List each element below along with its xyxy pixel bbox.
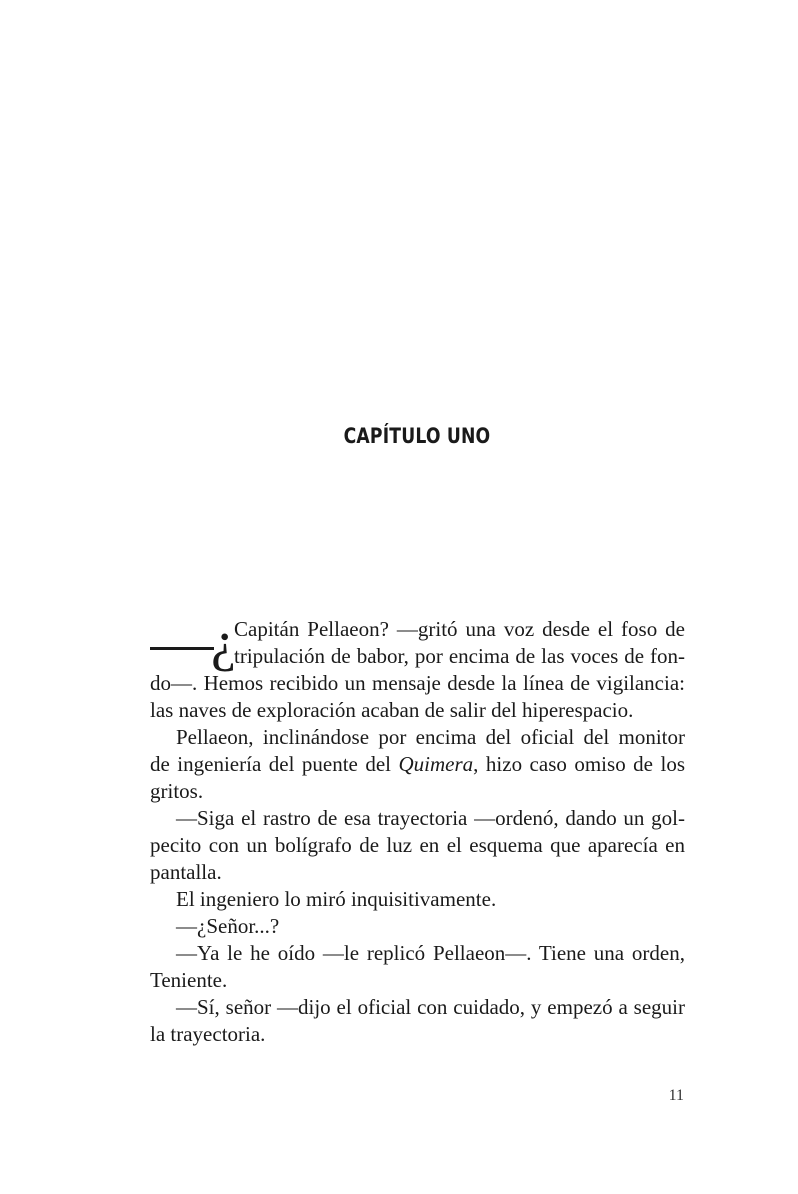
page-number: 11 (668, 1087, 684, 1104)
text-line: do—. Hemos recibido un mensaje desde la línea de vigilancia: (150, 671, 685, 695)
text-line: pecito con un bolígrafo de luz en el esquema que aparecía en (150, 833, 685, 857)
opening-dash-rule (150, 647, 214, 650)
text-line: —¿Señor...? (176, 914, 280, 938)
text-line: la trayectoria. (150, 1022, 266, 1046)
text-line: —Ya le he oído —le replicó Pellaeon—. Tiene una orden, (176, 941, 685, 965)
text-segment: de ingeniería del puente del (150, 752, 399, 776)
chapter-title (75, 424, 729, 448)
text-line: Teniente. (150, 968, 228, 992)
text-line: Pellaeon, inclinándose por encima del oficial del monitor (176, 725, 685, 749)
text-line: —Sí, señor —dijo el oficial con cuidado, y empezó a seguir (176, 995, 685, 1019)
opening-paragraph (150, 611, 685, 673)
text-line: —Siga el rastro de esa trayectoria —ordenó, dando un gol- (176, 806, 685, 830)
text-line: las naves de exploración acaban de salir del hiperespacio. (150, 698, 634, 722)
text-line: El ingeniero lo miró inquisitivamente. (176, 887, 497, 911)
text-line (150, 751, 685, 778)
text-line: gritos. (150, 779, 204, 803)
text-line: tripulación de babor, por encima de las voces de fon- (234, 644, 685, 668)
text-segment: , hizo caso omiso de los (473, 752, 685, 776)
chapter-title-text: CAPÍTULO UNO (343, 424, 491, 448)
body-text (150, 611, 685, 1048)
drop-cap-question-mark: ¿ (211, 611, 236, 673)
text-line: Capitán Pellaeon? —gritó una voz desde el foso de (234, 617, 685, 641)
text-line: pantalla. (150, 860, 222, 884)
ship-name: Quimera (398, 752, 474, 776)
